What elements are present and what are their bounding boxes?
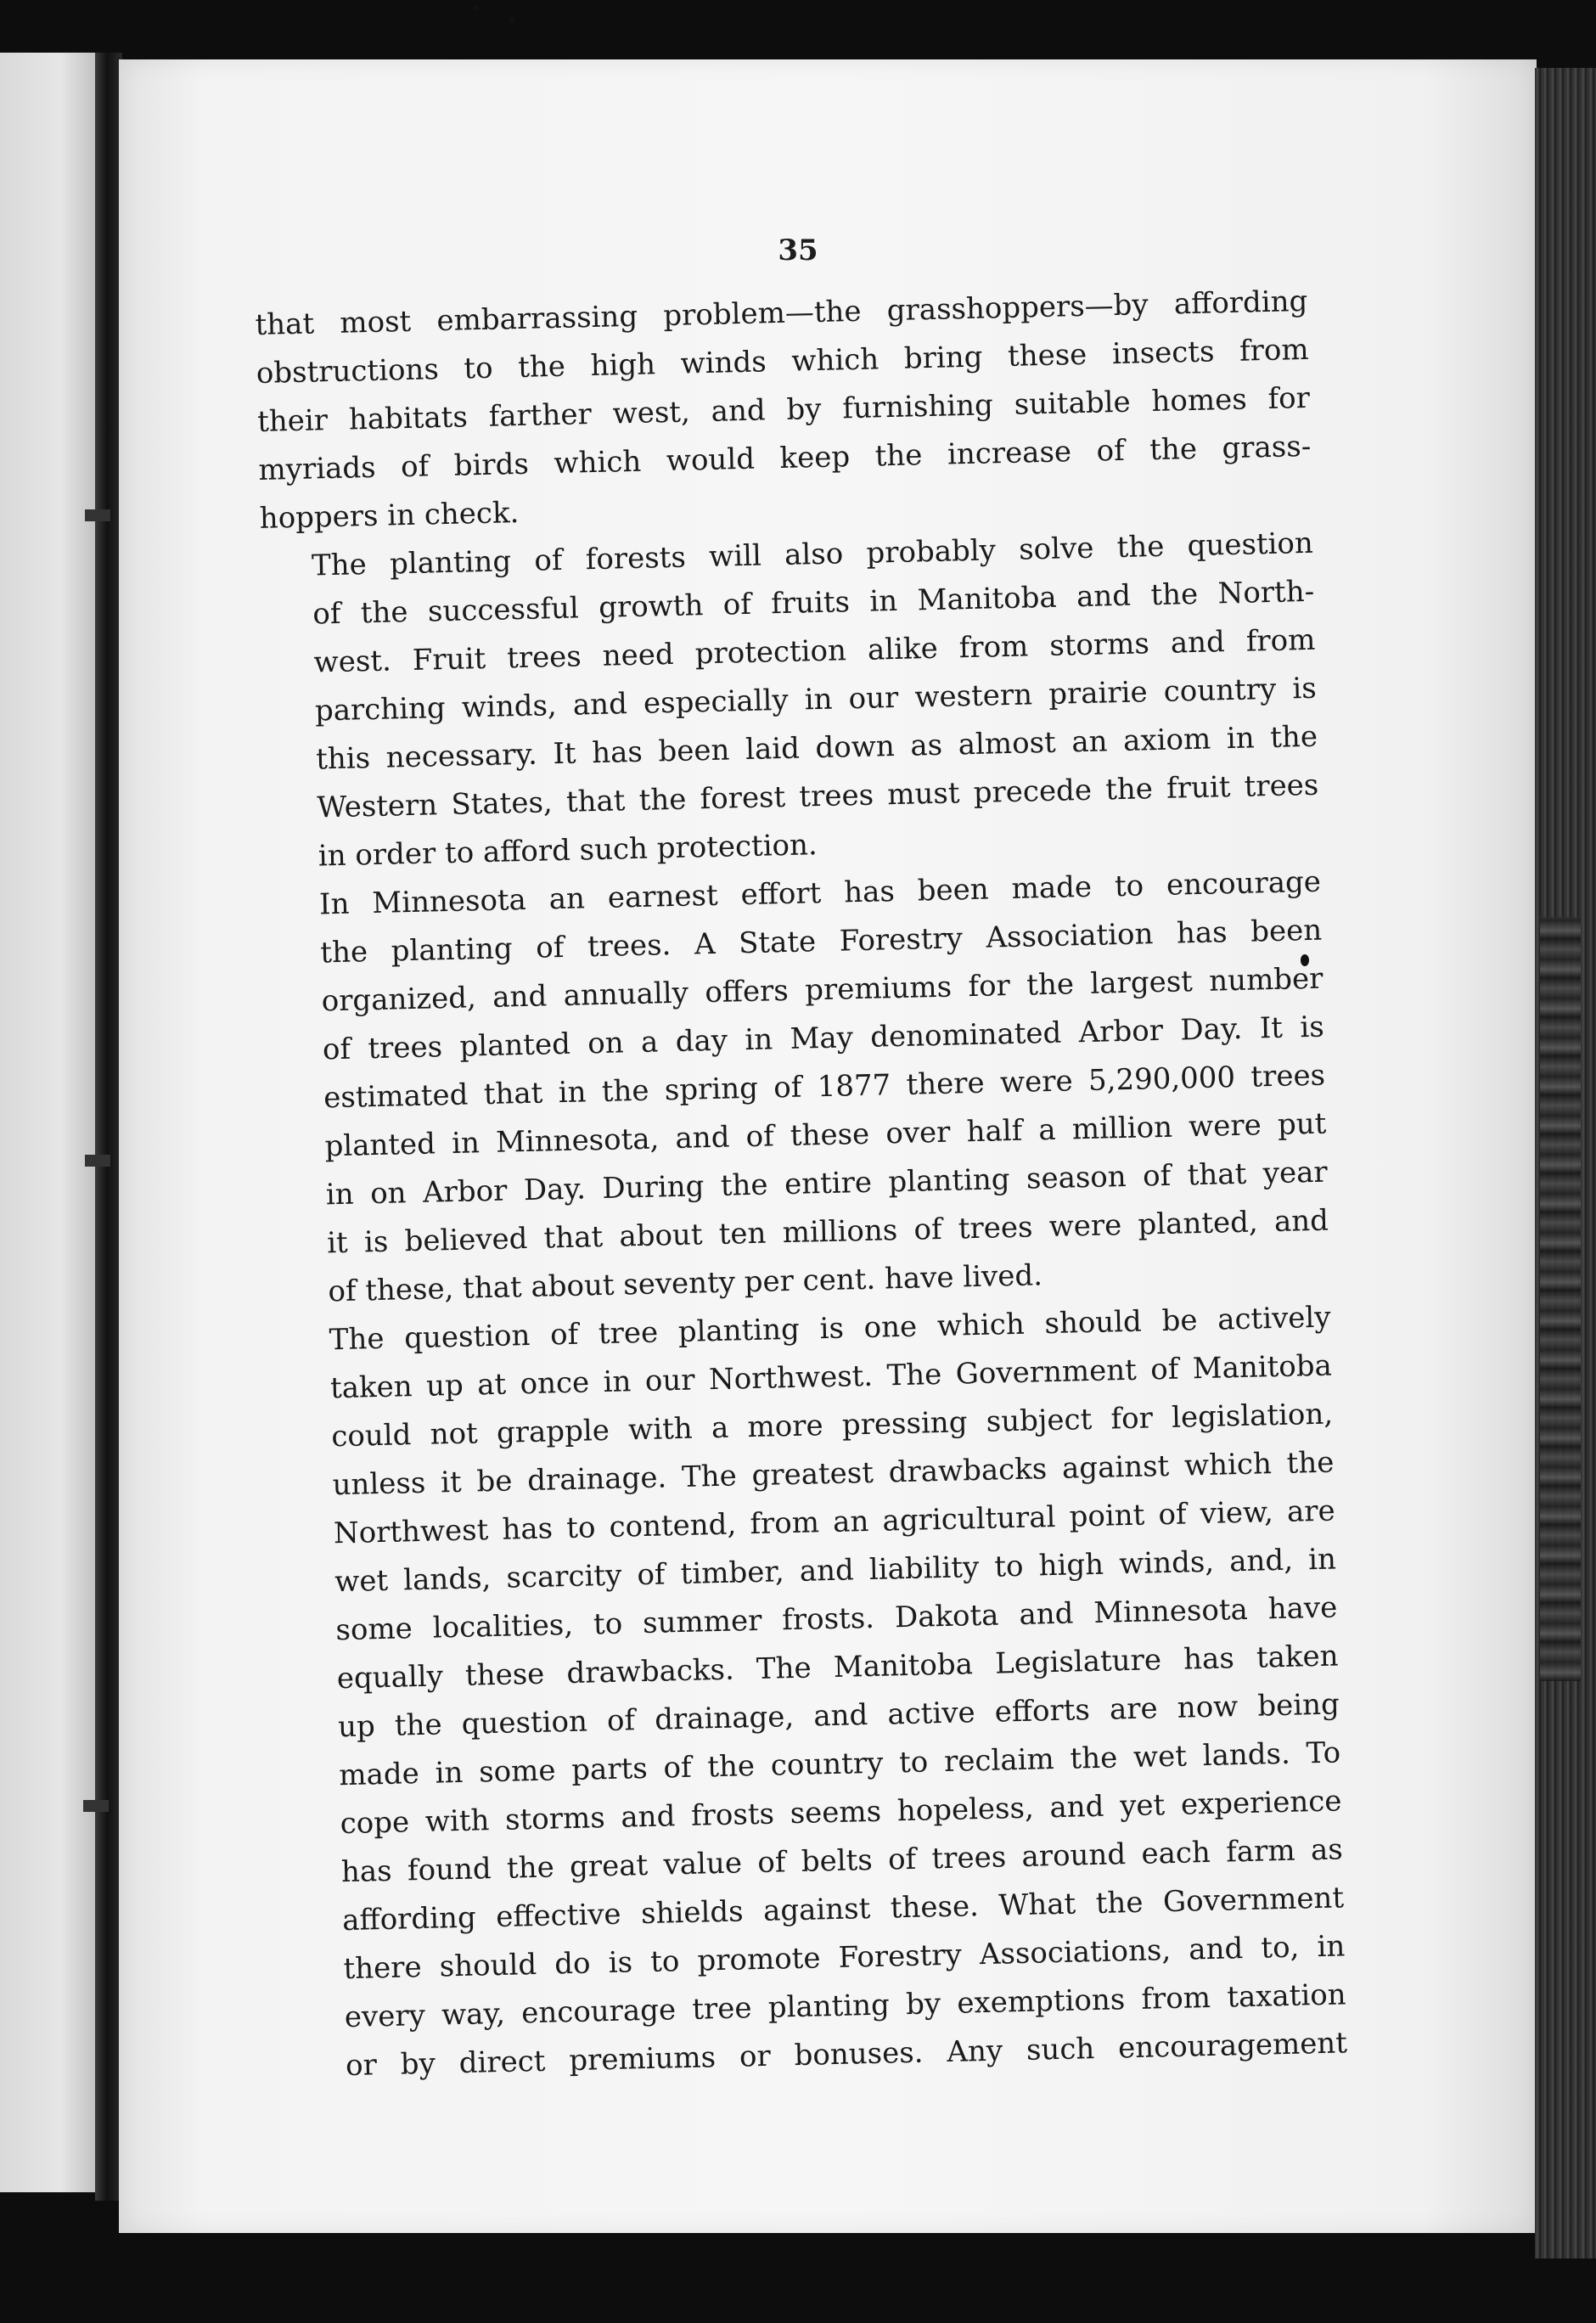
text-line: unless it be drainage. The greatest drawbacks against which the (332, 1445, 1335, 1503)
facing-page-edge (0, 53, 100, 2192)
text-line: of these, that about seventy per cent. have lived. (328, 1258, 1043, 1309)
text-line: The planting of forests will also probably solve the question (311, 526, 1314, 583)
text-line: Western States, that the forest trees must precede the fruit trees (317, 768, 1319, 825)
text-line: their habitats farther west, and by furnishing suitable homes for (256, 380, 1311, 439)
scan-speck (509, 17, 514, 24)
text-line: in on Arbor Day. During the entire planting season of that year (325, 1155, 1329, 1212)
text-line: taken up at once in our Northwest. The Government of Manitoba (329, 1348, 1333, 1406)
library-label-strip (1540, 917, 1581, 1681)
text-line: planted in Minnesota, and of these over half a million were put (324, 1106, 1327, 1164)
binding-notch (83, 1800, 109, 1812)
text-line: has found the great value of belts of trees around each farm as (340, 1832, 1344, 1890)
page-number: 35 (778, 233, 818, 267)
text-line: every way, encourage tree planting by exemptions from taxation (344, 1977, 1347, 2035)
scan-speck (472, 5, 479, 10)
text-line: of the successful growth of fruits in Manitoba and the North- (312, 574, 1315, 632)
paragraph (260, 520, 1320, 882)
text-line: myriads of birds which would keep the increase of the grass- (258, 429, 1312, 487)
paragraph (255, 278, 1312, 543)
text-line: it is believed that about ten millions of trees were planted, and (326, 1203, 1329, 1261)
text-line: made in some parts of the country to reclaim the wet lands. To (338, 1735, 1341, 1793)
text-line: obstructions to the high winds which bring these insects from (256, 332, 1310, 391)
text-line: west. Fruit trees need protection alike from storms and from (313, 622, 1316, 680)
text-line: or by direct premiums or bonuses. Any such encouragement (345, 2026, 1348, 2084)
text-line: hoppers in check. (259, 496, 520, 536)
text-line: in order to afford such protection. (318, 828, 818, 874)
binding-notch (85, 509, 110, 521)
text-line: The question of tree planting is one which should be actively (329, 1300, 1331, 1358)
paragraph (278, 1294, 1347, 2092)
text-line: of trees planted on a day in May denominated Arbor Day. It is (322, 1010, 1325, 1067)
text-line: this necessary. It has been laid down as almost an axiom in the (315, 719, 1318, 777)
text-line: equally these drawbacks. The Manitoba Legislature has taken (336, 1639, 1339, 1696)
text-line: affording effective shields against these. What the Government (341, 1881, 1345, 1938)
text-line: the planting of trees. A State Forestry Association has been (319, 913, 1323, 970)
text-line: cope with storms and frosts seems hopeless, and yet experience (340, 1784, 1342, 1842)
text-line: that most embarrassing problem—the grasshoppers—by affording (255, 284, 1308, 342)
text-line: estimated that in the spring of 1877 there were 5,290,000 trees (323, 1058, 1326, 1116)
paragraph (268, 858, 1330, 1318)
text-line: up the question of drainage, and active efforts are now being (337, 1687, 1340, 1745)
text-line: organized, and annually offers premiums for the largest number (321, 961, 1323, 1019)
text-line: some localities, to summer frosts. Dakota and Minnesota have (335, 1590, 1338, 1648)
text-line: In Minnesota an earnest effort has been made to encourage (318, 864, 1322, 922)
text-line: Northwest has to contend, from an agricultural point of view, are (333, 1493, 1336, 1551)
text-line: could not grapple with a more pressing subject for legislation, (330, 1397, 1334, 1454)
text-line: there should do is to promote Forestry Associations, and to, in (343, 1929, 1346, 1987)
binding-notch (85, 1155, 110, 1167)
body-text (255, 278, 1348, 2092)
text-line: wet lands, scarcity of timber, and liability to high winds, and, in (334, 1542, 1337, 1600)
text-line: parching winds, and especially in our western prairie country is (314, 671, 1318, 728)
